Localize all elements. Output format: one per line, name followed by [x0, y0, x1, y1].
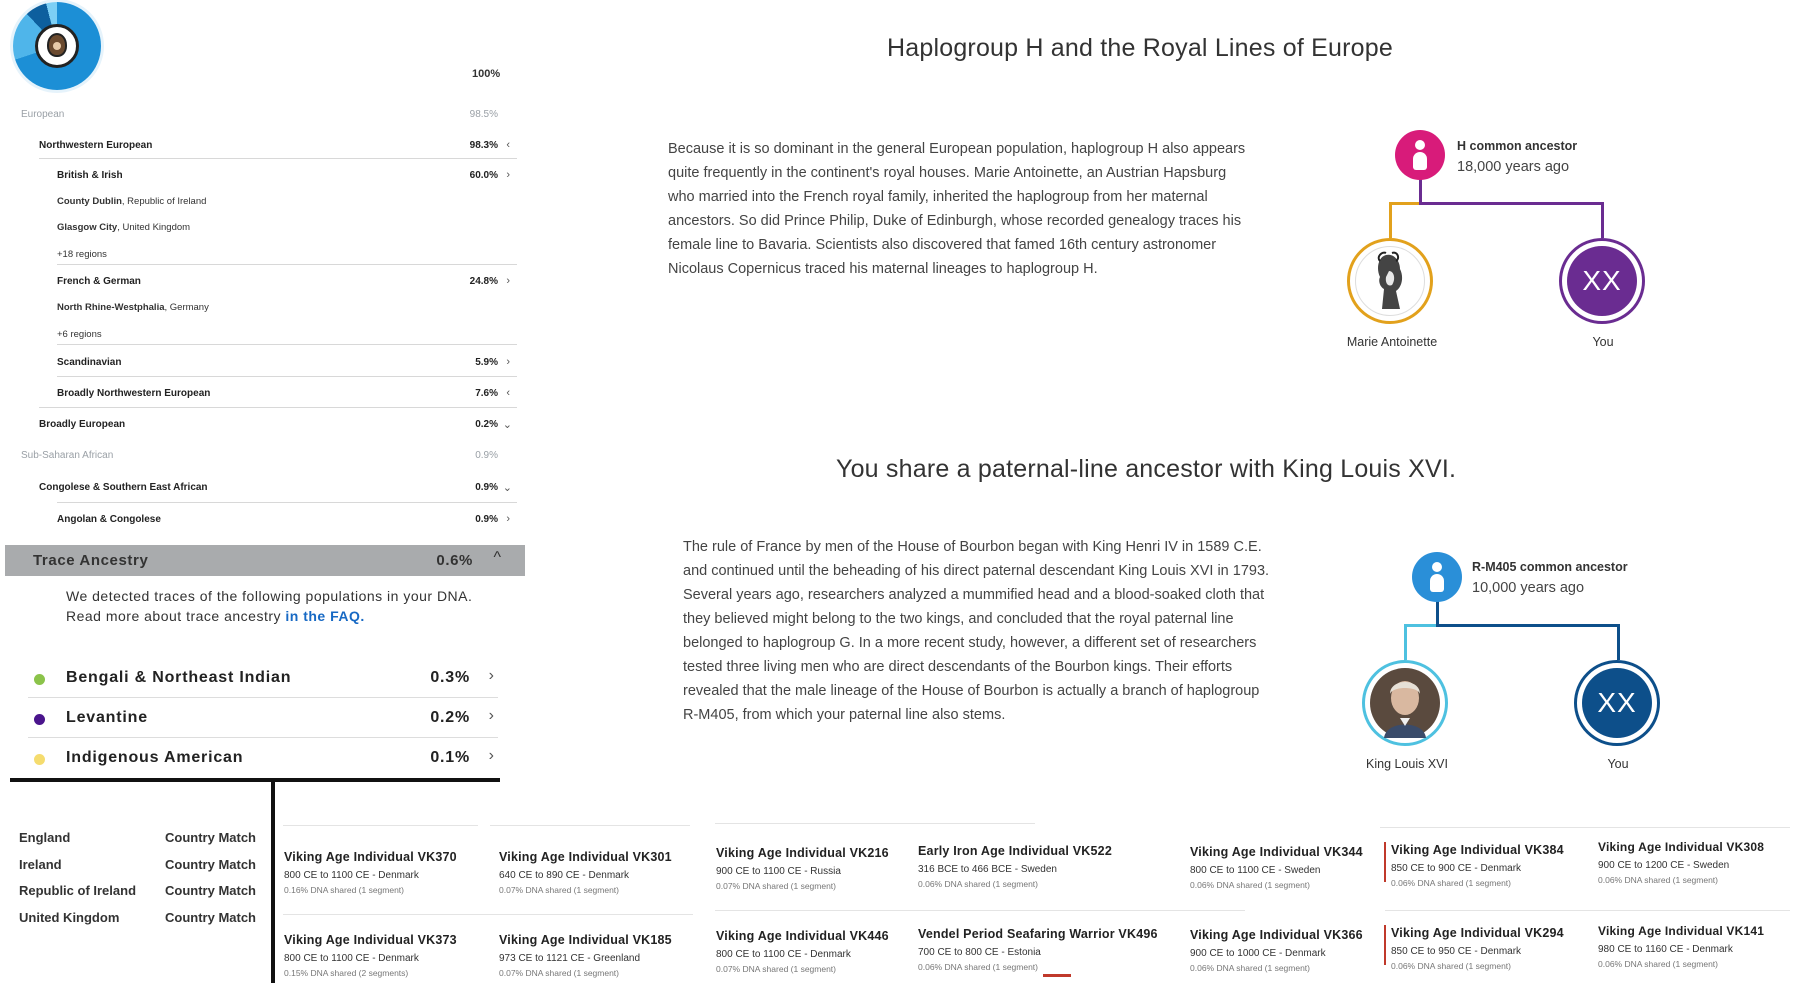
you-avatar[interactable]: XX: [1559, 238, 1645, 324]
legend-dot: [34, 754, 45, 765]
trace-ancestry-description: We detected traces of the following populations in your DNA. Read more about trace ancestry in the FAQ.: [66, 588, 473, 624]
region-row-sub-saharan-african[interactable]: Sub-Saharan African 0.9%: [21, 450, 498, 461]
maternal-section-title: Haplogroup H and the Royal Lines of Europe: [887, 34, 1393, 62]
ancestry-composition-panel: [0, 0, 530, 790]
divider: [1380, 827, 1790, 828]
chevron-down-icon[interactable]: ⌄: [502, 419, 512, 431]
avatar-icon: [47, 33, 67, 57]
viking-match-card[interactable]: Viking Age Individual VK301 640 CE to 890 CE - Denmark 0.07% DNA shared (1 segment): [499, 850, 672, 895]
more-regions-link[interactable]: +6 regions: [57, 329, 102, 340]
region-row-congolese[interactable]: Congolese & Southern East African 0.9% ⌄: [39, 482, 512, 494]
chevron-right-icon[interactable]: ›: [506, 356, 510, 368]
chevron-right-icon[interactable]: ›: [488, 747, 494, 764]
ancestor-years: 18,000 years ago: [1457, 159, 1570, 175]
chevron-right-icon[interactable]: ›: [506, 169, 510, 181]
viking-match-card[interactable]: Viking Age Individual VK141 980 CE to 1160 CE - Denmark 0.06% DNA shared (1 segment): [1598, 924, 1765, 969]
region-row-french-german[interactable]: French & German 24.8% ›: [57, 275, 510, 287]
portrait-image: [1370, 668, 1440, 738]
collapse-icon[interactable]: ‹: [506, 387, 510, 399]
ancestry-donut-chart[interactable]: [13, 2, 101, 90]
node-label: You: [1592, 335, 1614, 349]
trace-ancestry-header[interactable]: Trace Ancestry 0.6% ^: [5, 545, 525, 576]
faq-link[interactable]: in the FAQ.: [285, 608, 365, 624]
marie-antoinette-portrait[interactable]: [1347, 238, 1433, 324]
region-row-broadly-european[interactable]: Broadly European 0.2% ⌄: [39, 419, 512, 431]
node-label: You: [1607, 757, 1629, 771]
person-pin-icon: [1412, 552, 1462, 602]
ancestry-total: 100%: [472, 68, 501, 80]
viking-match-card[interactable]: Viking Age Individual VK294 850 CE to 950 CE - Denmark 0.06% DNA shared (1 segment): [1391, 926, 1564, 971]
viking-match-card[interactable]: Viking Age Individual VK216 900 CE to 1100 CE - Russia 0.07% DNA shared (1 segment): [716, 846, 889, 891]
maternal-section-text: Because it is so dominant in the general European population, haplogroup H also appears quite frequently in the continent's royal houses. Marie Antoinette, an Austrian Hapsburg who married into the French royal family, inherited the haplogroup from her maternal ancestors. So did Prince Philip, Duke of Edinburgh, whose recorded genealogy traces his female line to Bavaria. Scientists also discovered that famed 16th century astronomer Nicolaus Copernicus traced his maternal lineages to haplogroup H.: [668, 141, 1246, 277]
divider: [57, 264, 517, 265]
viking-match-card[interactable]: Viking Age Individual VK384 850 CE to 900 CE - Denmark 0.06% DNA shared (1 segment): [1391, 843, 1564, 888]
viking-match-card[interactable]: Viking Age Individual VK373 800 CE to 1100 CE - Denmark 0.15% DNA shared (2 segments): [284, 933, 457, 978]
tree-line: [1617, 624, 1620, 660]
trace-row-indigenous-american[interactable]: Indigenous American 0.1% ›: [28, 740, 498, 778]
paternal-section-text: The rule of France by men of the House of Bourbon began with King Henri IV in 1589 C.E. and continued until the beheading of his direct paternal descendant King Louis XVI in 1793. Several years ago, researchers analyzed a mummified head and a blood-soaked cloth that they believed might belong to the two kings, and concluded that the royal paternal line belonged to haplogroup G. In a more recent study, however, a different set of researchers tested three living men who are direct descendants of the Bourbon kings. Their efforts revealed that the male lineage of the House of Bourbon is actually a branch of haplogroup R-M405, from which your paternal line also stems.: [683, 539, 1270, 723]
divider: [57, 502, 517, 503]
trace-row-bengali[interactable]: Bengali & Northeast Indian 0.3% ›: [28, 660, 498, 698]
divider: [715, 823, 1035, 824]
region-row-northwestern-european[interactable]: Northwestern European 98.3% ‹: [39, 139, 510, 151]
divider: [490, 825, 690, 826]
tree-line: [1389, 202, 1392, 238]
divider: [57, 376, 517, 377]
tree-line: [1404, 624, 1407, 660]
viking-match-card[interactable]: Viking Age Individual VK344 800 CE to 1100 CE - Sweden 0.06% DNA shared (1 segment): [1190, 845, 1363, 890]
legend-dot: [34, 674, 45, 685]
viking-match-card[interactable]: Vendel Period Seafaring Warrior VK496 700 CE to 800 CE - Estonia 0.06% DNA shared (1 segment): [918, 927, 1158, 972]
country-match-row: Ireland Country Match: [19, 857, 256, 872]
divider: [39, 158, 517, 159]
divider: [57, 344, 517, 345]
viking-match-card[interactable]: Early Iron Age Individual VK522 316 BCE to 466 BCE - Sweden 0.06% DNA shared (1 segment): [918, 844, 1112, 889]
country-match-row: Republic of Ireland Country Match: [19, 883, 256, 898]
divider: [271, 780, 275, 983]
trace-row-levantine[interactable]: Levantine 0.2% ›: [28, 700, 498, 738]
region-row-british-irish[interactable]: British & Irish 60.0% ›: [57, 169, 510, 181]
profile-avatar: [35, 24, 79, 68]
divider: [283, 825, 478, 826]
chevron-up-icon[interactable]: ^: [493, 549, 501, 566]
region-row-angolan-congolese[interactable]: Angolan & Congolese 0.9% ›: [57, 513, 510, 525]
region-row-scandinavian[interactable]: Scandinavian 5.9% ›: [57, 356, 510, 368]
subregion-row: Glasgow City, United Kingdom: [57, 222, 191, 233]
you-avatar[interactable]: XX: [1574, 660, 1660, 746]
region-row-european[interactable]: European 98.5%: [21, 109, 498, 120]
subregion-row: North Rhine-Westphalia, Germany: [57, 302, 209, 313]
region-row-broadly-nw-european[interactable]: Broadly Northwestern European 7.6% ‹: [57, 387, 510, 399]
viking-match-card[interactable]: Viking Age Individual VK446 800 CE to 1100 CE - Denmark 0.07% DNA shared (1 segment): [716, 929, 889, 974]
paternal-section-title: You share a paternal-line ancestor with King Louis XVI.: [836, 455, 1457, 483]
collapse-icon[interactable]: ‹: [506, 139, 510, 151]
king-louis-xvi-portrait[interactable]: [1362, 660, 1448, 746]
viking-match-card[interactable]: Viking Age Individual VK185 973 CE to 1121 CE - Greenland 0.07% DNA shared (1 segment): [499, 933, 672, 978]
tree-line: [1404, 624, 1438, 627]
node-label: King Louis XVI: [1366, 757, 1448, 771]
tree-line: [1389, 202, 1421, 205]
chevron-right-icon[interactable]: ›: [488, 707, 494, 724]
country-match-row: England Country Match: [19, 830, 256, 845]
subregion-row: County Dublin, Republic of Ireland: [57, 196, 207, 207]
tree-line: [1390, 202, 1604, 205]
divider: [10, 778, 500, 782]
ancestor-title: H common ancestor: [1457, 139, 1578, 153]
node-label: Marie Antoinette: [1346, 335, 1438, 349]
person-pin-icon: [1395, 130, 1445, 180]
legend-dot: [34, 714, 45, 725]
ancestor-years: 10,000 years ago: [1472, 580, 1585, 596]
viking-match-card[interactable]: Viking Age Individual VK308 900 CE to 1200 CE - Sweden 0.06% DNA shared (1 segment): [1598, 840, 1765, 885]
chevron-right-icon[interactable]: ›: [488, 667, 494, 684]
chevron-right-icon[interactable]: ›: [506, 275, 510, 287]
viking-match-card[interactable]: Viking Age Individual VK366 900 CE to 1000 CE - Denmark 0.06% DNA shared (1 segment): [1190, 928, 1363, 973]
divider: [39, 407, 517, 408]
more-regions-link[interactable]: +18 regions: [57, 249, 107, 260]
country-match-row: United Kingdom Country Match: [19, 910, 256, 925]
portrait-image: [1355, 246, 1425, 316]
tree-line: [1601, 202, 1604, 238]
chevron-right-icon[interactable]: ›: [506, 513, 510, 525]
chevron-down-icon[interactable]: ⌄: [502, 482, 512, 494]
ancestor-title: R-M405 common ancestor: [1472, 560, 1628, 574]
viking-match-card[interactable]: Viking Age Individual VK370 800 CE to 1100 CE - Denmark 0.16% DNA shared (1 segment): [284, 850, 457, 895]
